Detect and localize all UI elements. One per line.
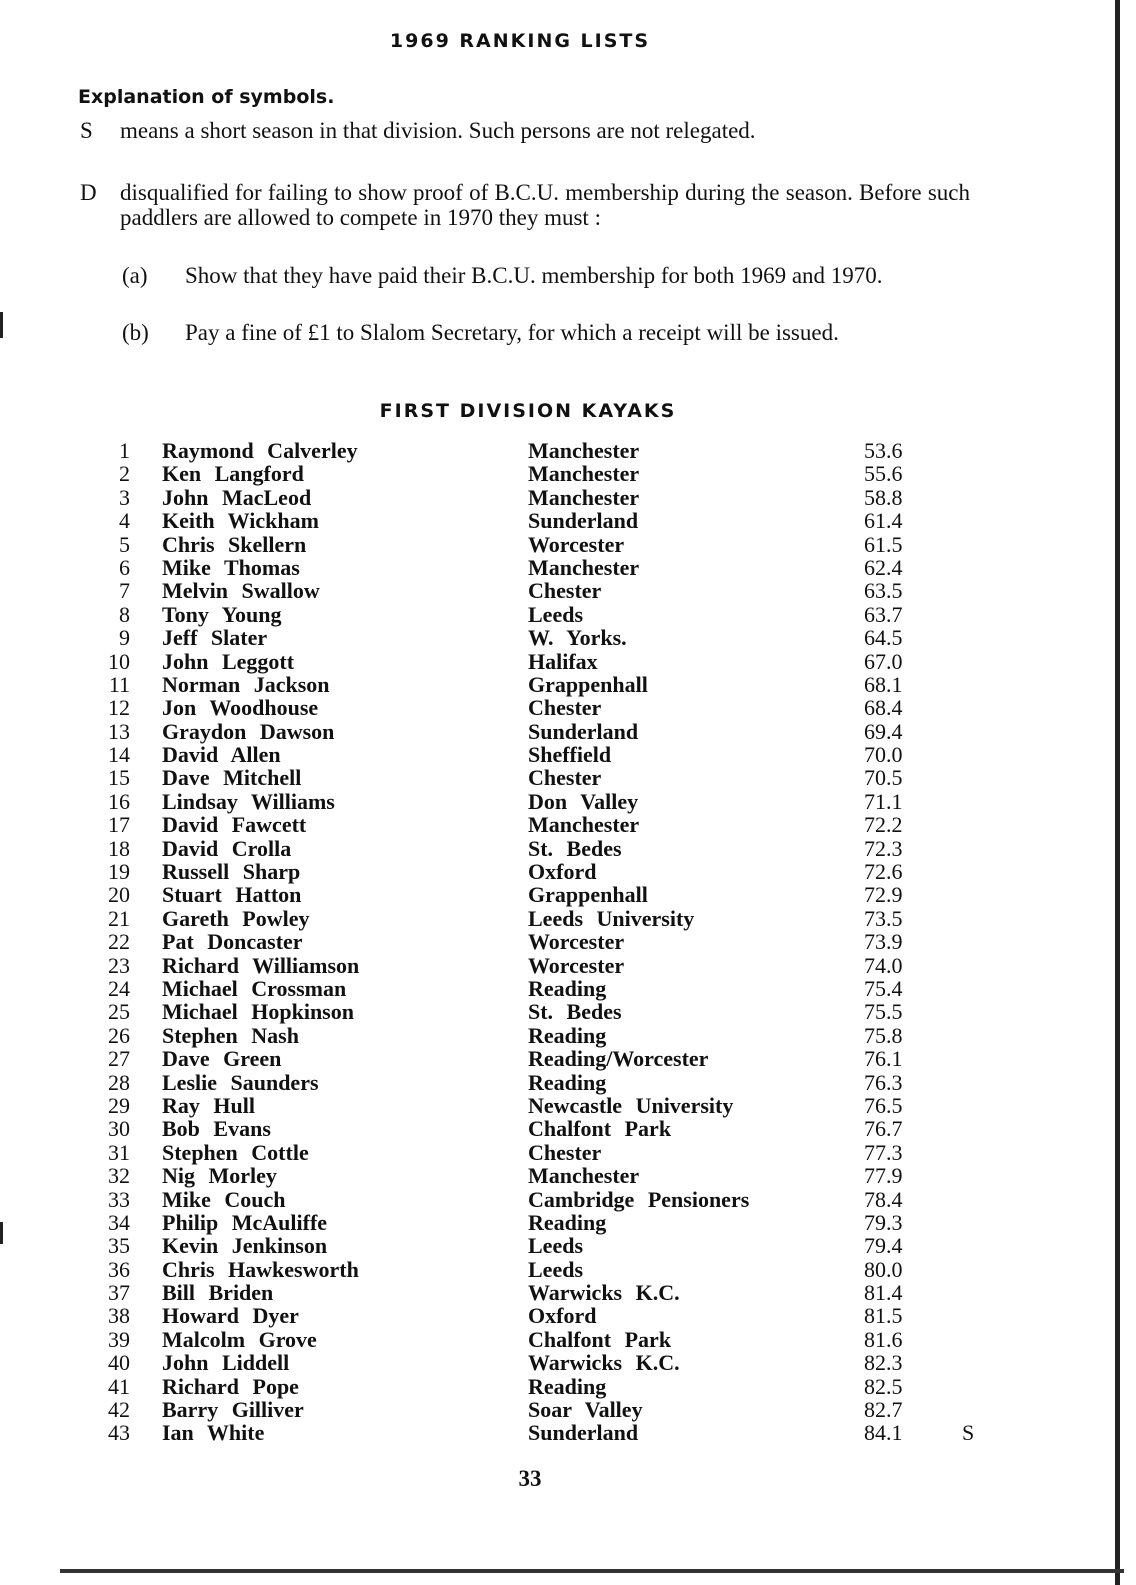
time-cell: 77.3 bbox=[864, 1139, 903, 1165]
rank-cell: 17 bbox=[108, 812, 130, 838]
rankings-list bbox=[0, 439, 1136, 1445]
time-cell: 61.5 bbox=[864, 531, 903, 557]
club-cell: Sheffield bbox=[528, 742, 612, 768]
time-cell: 69.4 bbox=[864, 718, 903, 744]
ranking-row bbox=[0, 1258, 1136, 1281]
name-cell: Barry Gilliver bbox=[162, 1397, 304, 1423]
time-cell: 55.6 bbox=[864, 461, 903, 487]
name-cell: Tony Young bbox=[162, 601, 282, 627]
ranking-row bbox=[0, 579, 1136, 602]
name-cell: Chris Hawkesworth bbox=[162, 1256, 359, 1282]
club-cell: Reading bbox=[528, 1209, 607, 1235]
time-cell: 78.4 bbox=[864, 1186, 903, 1212]
club-cell: Reading/Worcester bbox=[528, 1046, 709, 1072]
club-cell: Leeds bbox=[528, 601, 583, 627]
club-cell: Worcester bbox=[528, 952, 625, 978]
time-cell: 76.1 bbox=[864, 1046, 903, 1072]
name-cell: Stephen Nash bbox=[162, 1022, 299, 1048]
name-cell: Gareth Powley bbox=[162, 905, 310, 931]
name-cell: Russell Sharp bbox=[162, 859, 301, 885]
ranking-row bbox=[0, 533, 1136, 556]
condition-text: Show that they have paid their B.C.U. membership for both 1969 and 1970. bbox=[185, 263, 883, 288]
time-cell: 74.0 bbox=[864, 952, 903, 978]
ranking-row bbox=[0, 1164, 1136, 1187]
name-cell: Lindsay Williams bbox=[162, 788, 335, 814]
name-cell: Raymond Calverley bbox=[162, 438, 358, 463]
name-cell: Bill Briden bbox=[162, 1280, 274, 1306]
ranking-row bbox=[0, 1398, 1136, 1421]
time-cell: 61.4 bbox=[864, 508, 903, 534]
rank-cell: 12 bbox=[108, 695, 130, 721]
time-cell: 68.4 bbox=[864, 695, 903, 721]
club-cell: Reading bbox=[528, 975, 607, 1001]
symbol-letter: D bbox=[80, 180, 97, 205]
time-cell: 81.5 bbox=[864, 1303, 903, 1329]
name-cell: Dave Green bbox=[162, 1046, 282, 1072]
name-cell: Graydon Dawson bbox=[162, 718, 335, 744]
rank-cell: 15 bbox=[108, 765, 130, 791]
club-cell: Grappenhall bbox=[528, 671, 648, 697]
time-cell: 73.5 bbox=[864, 905, 903, 931]
rank-cell: 16 bbox=[108, 788, 130, 814]
ranking-row bbox=[0, 1024, 1136, 1047]
condition-letter: (b) bbox=[122, 320, 149, 345]
name-cell: Keith Wickham bbox=[162, 508, 319, 534]
club-cell: Manchester bbox=[528, 554, 640, 580]
name-cell: Nig Morley bbox=[162, 1163, 277, 1189]
club-cell: Soar Valley bbox=[528, 1397, 643, 1423]
club-cell: Reading bbox=[528, 1069, 607, 1095]
name-cell: Dave Mitchell bbox=[162, 765, 302, 791]
time-cell: 79.3 bbox=[864, 1209, 903, 1235]
ranking-row bbox=[0, 1000, 1136, 1023]
club-cell: Chalfont Park bbox=[528, 1116, 672, 1142]
rank-cell: 33 bbox=[108, 1186, 130, 1212]
rank-cell: 27 bbox=[108, 1046, 130, 1072]
symbol-description: disqualified for failing to show proof of B.C.U. membership during the season. Before such paddlers are allowed to compete in 1970 they must : bbox=[120, 180, 970, 230]
ranking-row bbox=[0, 790, 1136, 813]
ranking-row bbox=[0, 1211, 1136, 1234]
rank-cell: 32 bbox=[108, 1163, 130, 1189]
club-cell: Leeds bbox=[528, 1256, 583, 1282]
club-cell: Leeds University bbox=[528, 905, 695, 931]
time-cell: 68.1 bbox=[864, 671, 903, 697]
time-cell: 82.3 bbox=[864, 1350, 903, 1376]
name-cell: David Allen bbox=[162, 742, 281, 768]
name-cell: Leslie Saunders bbox=[162, 1069, 319, 1095]
time-cell: 82.5 bbox=[864, 1373, 903, 1399]
ranking-row bbox=[0, 1071, 1136, 1094]
club-cell: Chester bbox=[528, 1139, 602, 1165]
ranking-row bbox=[0, 1117, 1136, 1140]
rank-cell: 38 bbox=[108, 1303, 130, 1329]
time-cell: 53.6 bbox=[864, 438, 903, 463]
club-cell: Grappenhall bbox=[528, 882, 648, 908]
ranking-row bbox=[0, 509, 1136, 532]
club-cell: Worcester bbox=[528, 531, 625, 557]
club-cell: Chester bbox=[528, 578, 602, 604]
page-title: 1969 RANKING LISTS bbox=[389, 30, 651, 52]
time-cell: 75.5 bbox=[864, 999, 903, 1025]
name-cell: Ray Hull bbox=[162, 1092, 255, 1118]
rank-cell: 13 bbox=[108, 718, 130, 744]
page-number: 33 bbox=[518, 1466, 542, 1491]
name-cell: Chris Skellern bbox=[162, 531, 307, 557]
ranking-row bbox=[0, 720, 1136, 743]
club-cell: Warwicks K.C. bbox=[528, 1350, 680, 1376]
page-edge-bottom bbox=[60, 1569, 1124, 1573]
name-cell: Mike Thomas bbox=[162, 554, 300, 580]
club-cell: Sunderland bbox=[528, 508, 639, 534]
ranking-row bbox=[0, 1351, 1136, 1374]
name-cell: Jeff Slater bbox=[162, 625, 268, 651]
ranking-row bbox=[0, 813, 1136, 836]
time-cell: 75.8 bbox=[864, 1022, 903, 1048]
name-cell: Bob Evans bbox=[162, 1116, 271, 1142]
time-cell: 70.5 bbox=[864, 765, 903, 791]
symbol-letter: S bbox=[80, 118, 93, 143]
ranking-row bbox=[0, 556, 1136, 579]
rank-cell: 35 bbox=[108, 1233, 130, 1259]
rank-cell: 42 bbox=[108, 1397, 130, 1423]
name-cell: Howard Dyer bbox=[162, 1303, 299, 1329]
club-cell: Cambridge Pensioners bbox=[528, 1186, 750, 1212]
rank-cell: 3 bbox=[119, 484, 130, 510]
time-cell: 84.1 bbox=[864, 1420, 903, 1446]
rank-cell: 26 bbox=[108, 1022, 130, 1048]
time-cell: 82.7 bbox=[864, 1397, 903, 1423]
rank-cell: 22 bbox=[108, 929, 130, 955]
rank-cell: 18 bbox=[108, 835, 130, 861]
rank-cell: 29 bbox=[108, 1092, 130, 1118]
ranking-row bbox=[0, 1304, 1136, 1327]
ranking-row bbox=[0, 954, 1136, 977]
club-cell: Sunderland bbox=[528, 1420, 639, 1446]
club-cell: St. Bedes bbox=[528, 835, 622, 861]
time-cell: 72.6 bbox=[864, 859, 903, 885]
ranking-row bbox=[0, 1094, 1136, 1117]
name-cell: David Crolla bbox=[162, 835, 292, 861]
time-cell: 80.0 bbox=[864, 1256, 903, 1282]
name-cell: Jon Woodhouse bbox=[162, 695, 319, 721]
club-cell: Manchester bbox=[528, 438, 640, 463]
club-cell: Manchester bbox=[528, 461, 640, 487]
name-cell: Stephen Cottle bbox=[162, 1139, 309, 1165]
name-cell: Michael Hopkinson bbox=[162, 999, 354, 1025]
ranking-row bbox=[0, 883, 1136, 906]
rank-cell: 21 bbox=[108, 905, 130, 931]
time-cell: 64.5 bbox=[864, 625, 903, 651]
club-cell: St. Bedes bbox=[528, 999, 622, 1025]
ranking-row bbox=[0, 837, 1136, 860]
time-cell: 76.3 bbox=[864, 1069, 903, 1095]
time-cell: 71.1 bbox=[864, 788, 903, 814]
rank-cell: 41 bbox=[108, 1373, 130, 1399]
name-cell: Richard Pope bbox=[162, 1373, 299, 1399]
name-cell: Melvin Swallow bbox=[162, 578, 320, 604]
name-cell: Philip McAuliffe bbox=[162, 1209, 328, 1235]
time-cell: 73.9 bbox=[864, 929, 903, 955]
ranking-row bbox=[0, 1188, 1136, 1211]
ranking-row bbox=[0, 603, 1136, 626]
time-cell: 62.4 bbox=[864, 554, 903, 580]
name-cell: Richard Williamson bbox=[162, 952, 360, 978]
club-cell: Newcastle University bbox=[528, 1092, 734, 1118]
time-cell: 79.4 bbox=[864, 1233, 903, 1259]
name-cell: Malcolm Grove bbox=[162, 1326, 317, 1352]
explanation-heading: Explanation of symbols. bbox=[78, 86, 335, 108]
ranking-row bbox=[0, 907, 1136, 930]
name-cell: John Liddell bbox=[162, 1350, 290, 1376]
name-cell: Ken Langford bbox=[162, 461, 304, 487]
club-cell: Chalfont Park bbox=[528, 1326, 672, 1352]
time-cell: 81.6 bbox=[864, 1326, 903, 1352]
rank-cell: 34 bbox=[108, 1209, 130, 1235]
rank-cell: 10 bbox=[108, 648, 130, 674]
ranking-row bbox=[0, 860, 1136, 883]
time-cell: 76.5 bbox=[864, 1092, 903, 1118]
time-cell: 81.4 bbox=[864, 1280, 903, 1306]
name-cell: John MacLeod bbox=[162, 484, 312, 510]
ranking-row bbox=[0, 1375, 1136, 1398]
name-cell: John Leggott bbox=[162, 648, 295, 674]
rank-cell: 4 bbox=[119, 508, 130, 534]
rank-cell: 36 bbox=[108, 1256, 130, 1282]
margin-mark bbox=[0, 312, 3, 338]
rank-cell: 14 bbox=[108, 742, 130, 768]
time-cell: 75.4 bbox=[864, 975, 903, 1001]
club-cell: Warwicks K.C. bbox=[528, 1280, 680, 1306]
name-cell: Norman Jackson bbox=[162, 671, 330, 697]
name-cell: Kevin Jenkinson bbox=[162, 1233, 328, 1259]
rank-cell: 8 bbox=[119, 601, 130, 627]
ranking-row bbox=[0, 1234, 1136, 1257]
ranking-row bbox=[0, 1281, 1136, 1304]
name-cell: Pat Doncaster bbox=[162, 929, 303, 955]
club-cell: Worcester bbox=[528, 929, 625, 955]
rank-cell: 20 bbox=[108, 882, 130, 908]
section-heading: FIRST DIVISION KAYAKS bbox=[379, 400, 677, 422]
time-cell: 72.9 bbox=[864, 882, 903, 908]
ranking-row bbox=[0, 626, 1136, 649]
rank-cell: 5 bbox=[119, 531, 130, 557]
condition-letter: (a) bbox=[122, 263, 148, 288]
ranking-row bbox=[0, 743, 1136, 766]
rank-cell: 24 bbox=[108, 975, 130, 1001]
rank-cell: 37 bbox=[108, 1280, 130, 1306]
rank-cell: 1 bbox=[119, 438, 130, 463]
ranking-row bbox=[0, 696, 1136, 719]
rank-cell: 30 bbox=[108, 1116, 130, 1142]
ranking-row bbox=[0, 766, 1136, 789]
rank-cell: 7 bbox=[119, 578, 130, 604]
time-cell: 70.0 bbox=[864, 742, 903, 768]
ranking-row bbox=[0, 930, 1136, 953]
time-cell: 58.8 bbox=[864, 484, 903, 510]
ranking-row bbox=[0, 1141, 1136, 1164]
club-cell: Don Valley bbox=[528, 788, 639, 814]
rank-cell: 11 bbox=[108, 671, 130, 697]
club-cell: W. Yorks. bbox=[528, 625, 627, 651]
rank-cell: 43 bbox=[108, 1420, 130, 1446]
time-cell: 67.0 bbox=[864, 648, 903, 674]
ranking-row bbox=[0, 462, 1136, 485]
ranking-row bbox=[0, 673, 1136, 696]
rank-cell: 28 bbox=[108, 1069, 130, 1095]
note-cell: S bbox=[962, 1420, 975, 1446]
time-cell: 72.3 bbox=[864, 835, 903, 861]
club-cell: Manchester bbox=[528, 812, 640, 838]
name-cell: Ian White bbox=[162, 1420, 265, 1446]
name-cell: Mike Couch bbox=[162, 1186, 286, 1212]
club-cell: Oxford bbox=[528, 859, 597, 885]
time-cell: 76.7 bbox=[864, 1116, 903, 1142]
rank-cell: 9 bbox=[119, 625, 130, 651]
rank-cell: 31 bbox=[108, 1139, 130, 1165]
ranking-row bbox=[0, 977, 1136, 1000]
club-cell: Manchester bbox=[528, 1163, 640, 1189]
rank-cell: 39 bbox=[108, 1326, 130, 1352]
rank-cell: 23 bbox=[108, 952, 130, 978]
rank-cell: 6 bbox=[119, 554, 130, 580]
ranking-row bbox=[0, 1328, 1136, 1351]
club-cell: Reading bbox=[528, 1022, 607, 1048]
club-cell: Manchester bbox=[528, 484, 640, 510]
ranking-row bbox=[0, 650, 1136, 673]
time-cell: 77.9 bbox=[864, 1163, 903, 1189]
club-cell: Chester bbox=[528, 695, 602, 721]
symbol-description: means a short season in that division. Such persons are not relegated. bbox=[120, 118, 756, 143]
time-cell: 63.7 bbox=[864, 601, 903, 627]
name-cell: Michael Crossman bbox=[162, 975, 347, 1001]
rank-cell: 40 bbox=[108, 1350, 130, 1376]
ranking-row bbox=[0, 439, 1136, 462]
rank-cell: 19 bbox=[108, 859, 130, 885]
club-cell: Chester bbox=[528, 765, 602, 791]
ranking-row bbox=[0, 486, 1136, 509]
club-cell: Reading bbox=[528, 1373, 607, 1399]
club-cell: Sunderland bbox=[528, 718, 639, 744]
club-cell: Halifax bbox=[528, 648, 598, 674]
name-cell: David Fawcett bbox=[162, 812, 307, 838]
ranking-row bbox=[0, 1047, 1136, 1070]
club-cell: Leeds bbox=[528, 1233, 583, 1259]
condition-text: Pay a fine of £1 to Slalom Secretary, for which a receipt will be issued. bbox=[185, 320, 839, 345]
ranking-row bbox=[0, 1421, 1136, 1444]
rank-cell: 2 bbox=[119, 461, 130, 487]
time-cell: 63.5 bbox=[864, 578, 903, 604]
club-cell: Oxford bbox=[528, 1303, 597, 1329]
name-cell: Stuart Hatton bbox=[162, 882, 302, 908]
time-cell: 72.2 bbox=[864, 812, 903, 838]
rank-cell: 25 bbox=[108, 999, 130, 1025]
